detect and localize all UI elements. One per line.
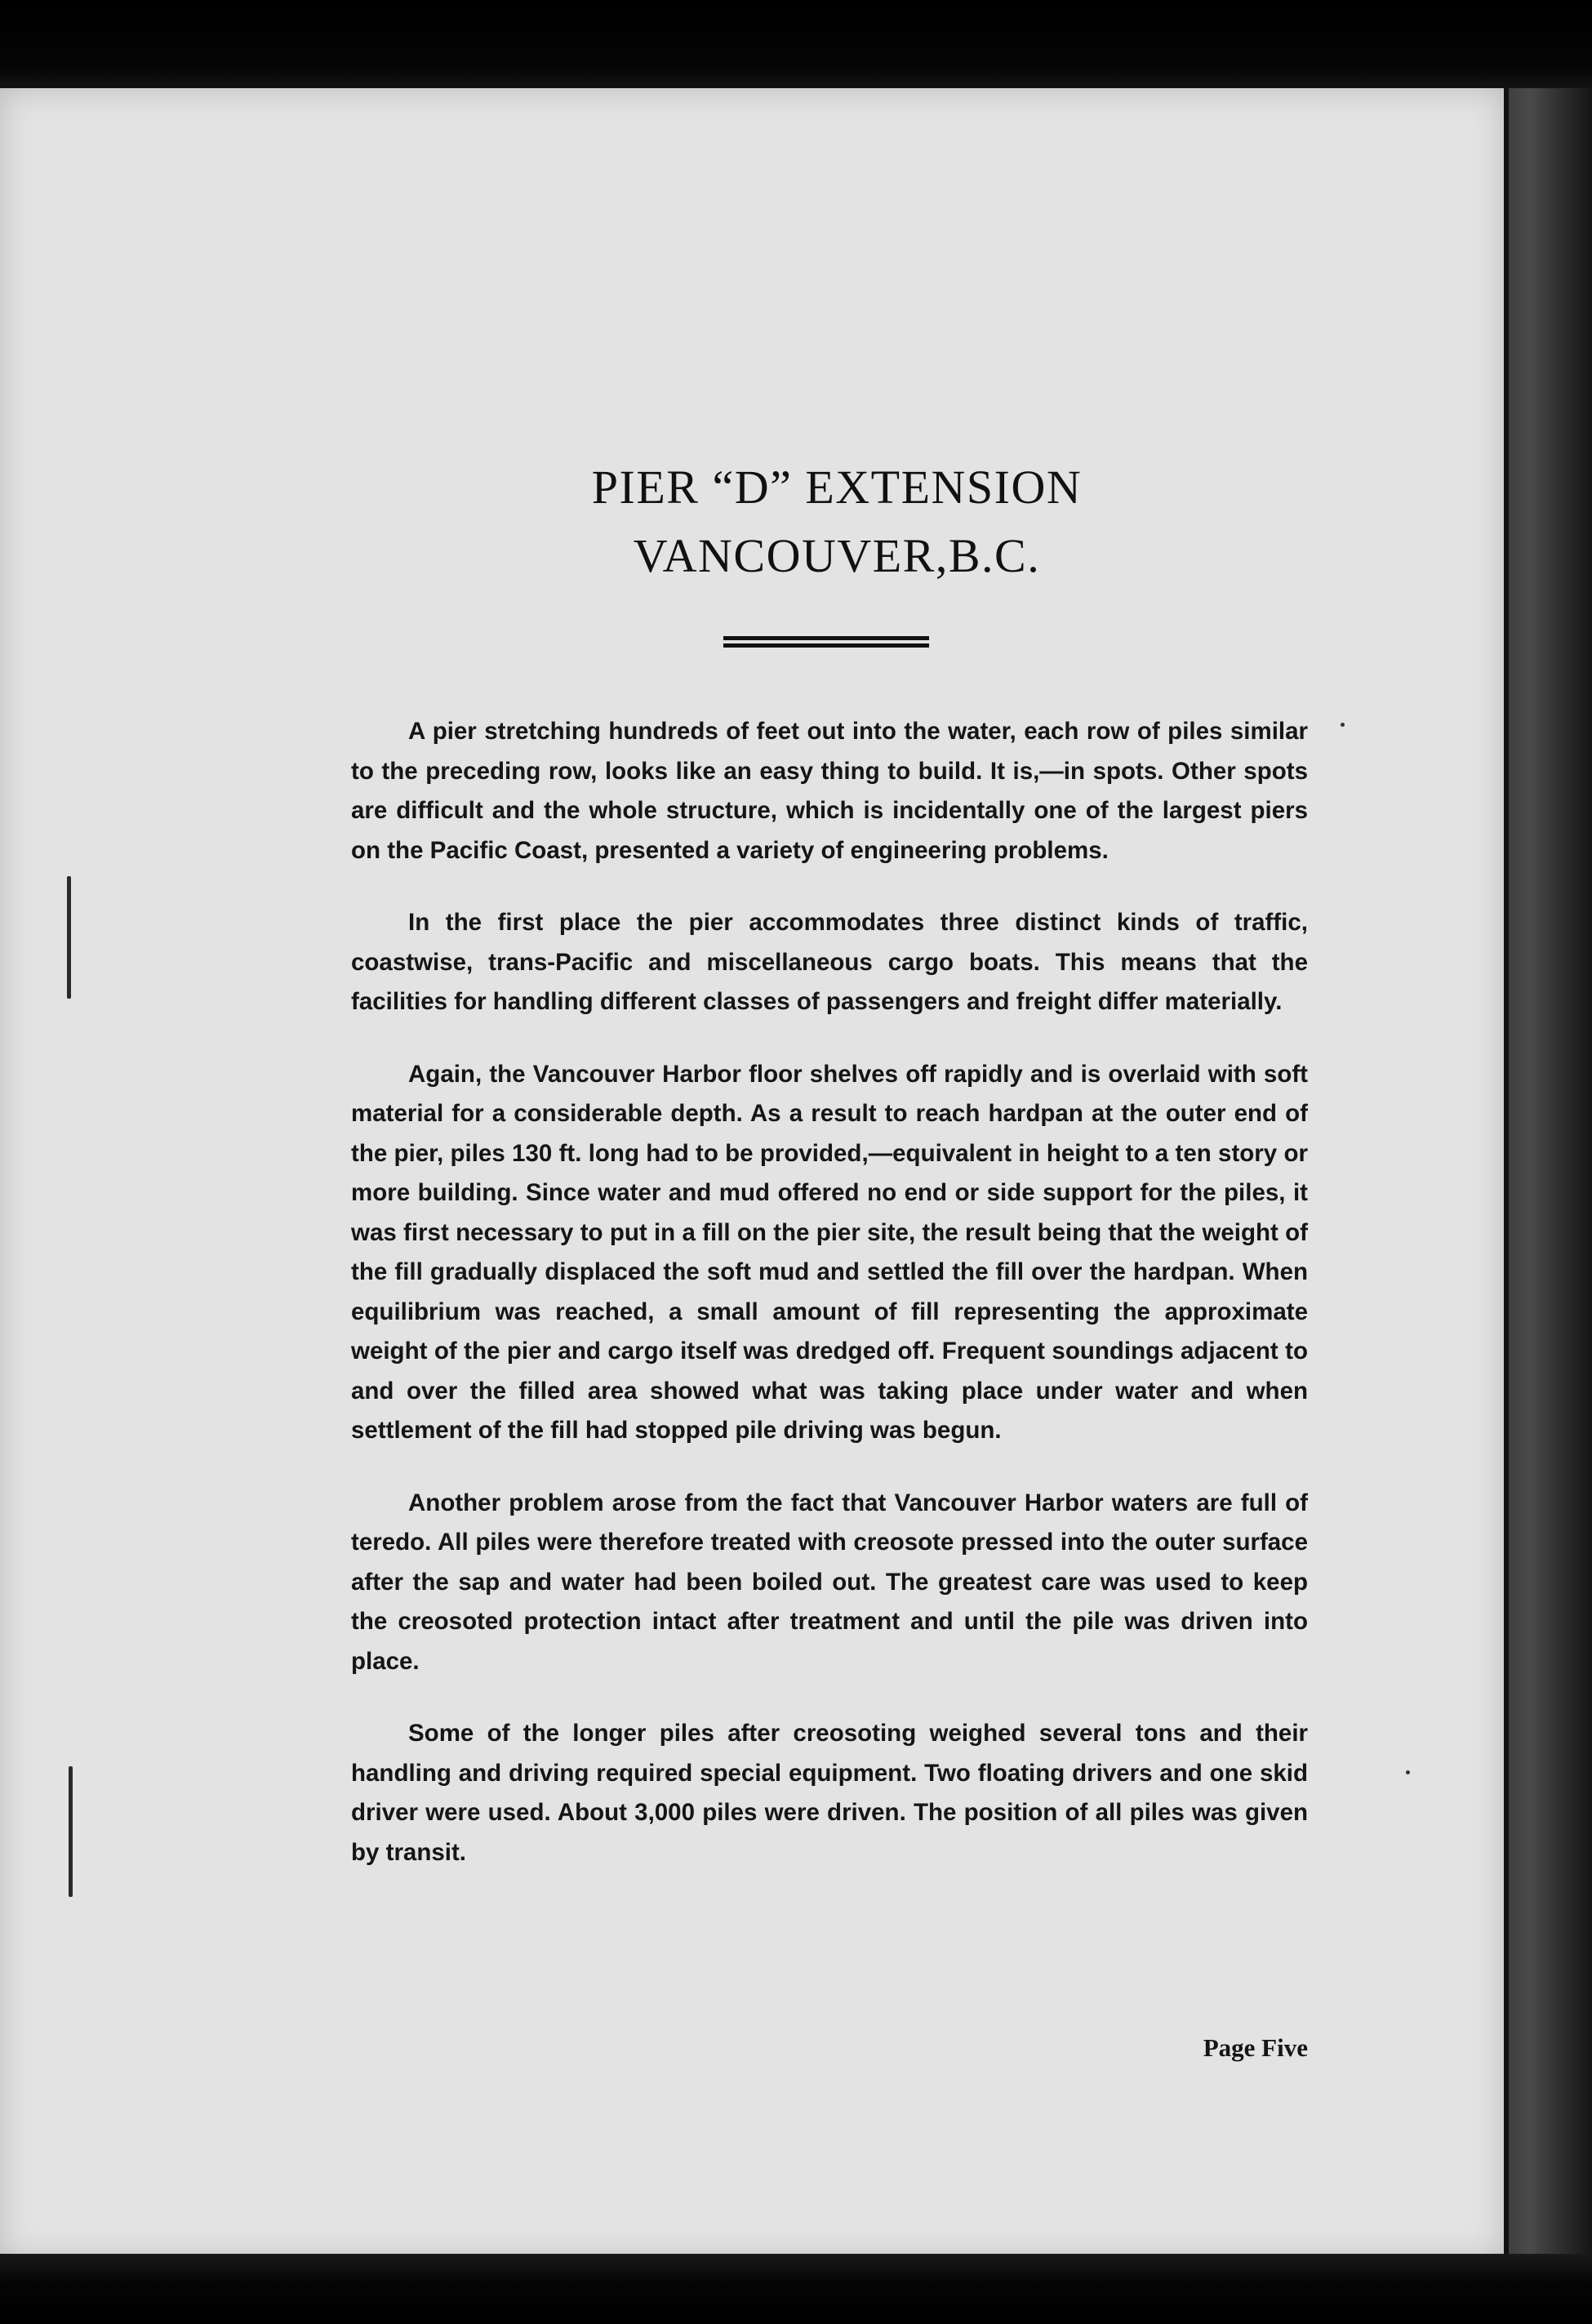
rule-bar [723,643,929,648]
margin-mark [69,1766,73,1897]
title-line-2: VANCOUVER,B.C. [633,529,1041,582]
margin-mark [67,876,71,999]
paragraph-4: Another problem arose from the fact that Vancouver Harbor waters are full of teredo. All piles were therefore treated with creosote pressed into the outer surface after the sap and water had been boiled out. The greatest care was used to keep the creosoted protection intact after treatment and until the pile was driven into place. [351,1489,1308,1675]
paragraph-3: Again, the Vancouver Harbor floor shelves off rapidly and is overlaid with soft material for a considerable depth. As a result to reach hardpan at the outer end of the pier, piles 130 ft. long had to be provided,—equivalent in height to a ten story or more building. Since water and mud offered no end or side support for the piles, it was first necessary to put in a fill on the pier site, the result being that the weight of the fill gradually displaced the soft mud and settled the fill over the hardpan. When equilibrium was reached, a small amount of fill representing the approximate weight of the pier and cargo itself was dredged off. Frequent soundings adjacent to and over the filled area showed what was taking place under water and when settlement of the fill had stopped pile driving was begun. [351,1060,1308,1444]
paragraph-2: In the first place the pier accommodates three distinct kinds of traffic, coastwise, trans-Pacific and miscellaneous cargo boats. This means that the facilities for handling different classes of passengers and freight differ materially. [351,909,1308,1015]
scan-border-bottom [0,2254,1592,2324]
page-number: Page Five [1203,2033,1308,2062]
rule-bar [723,636,929,640]
page-binding-edge [1504,88,1592,2260]
paragraph-5: Some of the longer piles after creosoting weighed several tons and their handling and driving required special equipment. Two floating drivers and one skid driver were used. About 3,000 piles were driven. The position of all piles was given by transit. [351,1720,1308,1866]
title-double-rule [723,636,929,648]
scan-border-top [0,0,1592,98]
body-text [351,712,1308,1905]
page-title [0,453,1592,590]
title-line-1: PIER “D” EXTENSION [591,461,1083,514]
paragraph-1: A pier stretching hundreds of feet out into the water, each row of piles similar to the preceding row, looks like an easy thing to build. It is,—in spots. Other spots are difficult and the whole structure, which is incidentally one of the largest piers on the Pacific Coast, presented a variety of engineering problems. [351,718,1308,864]
ink-speck [1406,1770,1410,1774]
ink-speck [1341,723,1345,727]
